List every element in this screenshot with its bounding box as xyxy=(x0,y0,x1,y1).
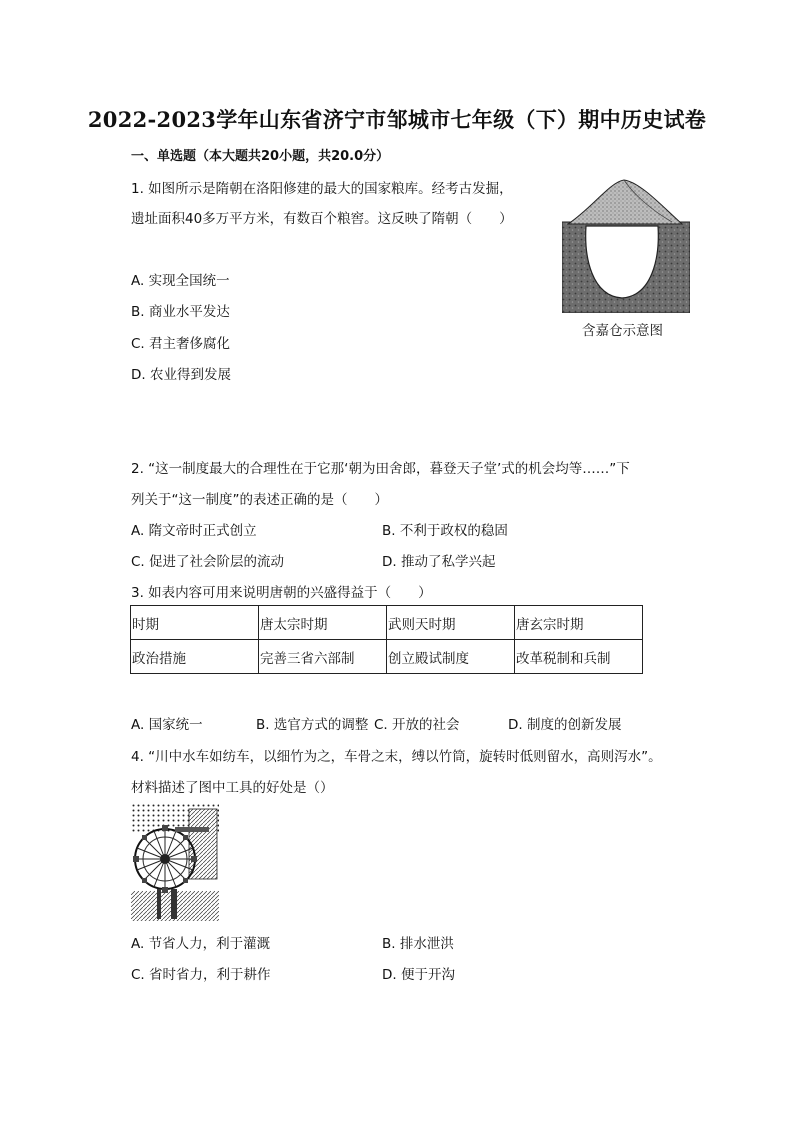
q1-figure-caption: 含嘉仓示意图 xyxy=(582,323,663,339)
table-cell: 创立殿试制度 xyxy=(387,640,515,674)
q1-stem-line2: 遗址面积40多万平方米，有数百个粮窖。这反映了隋朝（ ） xyxy=(131,211,513,227)
q4-stem-line2: 材料描述了图中工具的好处是（） xyxy=(131,780,334,796)
q4-option-c[interactable]: C. 省时省力，利于耕作 xyxy=(131,967,271,983)
q4-option-d[interactable]: D. 便于开沟 xyxy=(382,967,455,983)
q1-option-d[interactable]: D. 农业得到发展 xyxy=(131,367,231,383)
q2-option-a[interactable]: A. 隋文帝时正式创立 xyxy=(131,523,257,539)
table-row xyxy=(131,606,643,640)
section-heading: 一、单选题（本大题共20小题，共20.0分） xyxy=(131,149,390,164)
q3-stem: 3. 如表内容可用来说明唐朝的兴盛得益于（ ） xyxy=(131,585,432,601)
q1-option-b[interactable]: B. 商业水平发达 xyxy=(131,304,230,320)
q4-stem-line1: 4. “川中水车如纺车，以细竹为之，车骨之末，缚以竹筒，旋转时低则留水，高则泻水”。 xyxy=(131,749,662,765)
q2-option-c[interactable]: C. 促进了社会阶层的流动 xyxy=(131,554,285,570)
q4-option-a[interactable]: A. 节省人力，利于灌溉 xyxy=(131,936,271,952)
table-cell: 政治措施 xyxy=(131,640,259,674)
table-cell: 改革税制和兵制 xyxy=(515,640,643,674)
waterwheel-figure xyxy=(131,803,219,921)
q2-stem-line2: 列关于“这一制度”的表述正确的是（ ） xyxy=(131,492,388,508)
table-cell: 唐玄宗时期 xyxy=(515,606,643,640)
table-cell: 武则天时期 xyxy=(387,606,515,640)
table-cell: 时期 xyxy=(131,606,259,640)
q1-option-a[interactable]: A. 实现全国统一 xyxy=(131,273,230,289)
table-cell: 完善三省六部制 xyxy=(259,640,387,674)
q2-option-b[interactable]: B. 不利于政权的稳固 xyxy=(382,523,508,539)
q3-option-b[interactable]: B. 选官方式的调整 xyxy=(256,717,369,733)
q1-stem-line1: 1. 如图所示是隋朝在洛阳修建的最大的国家粮库。经考古发掘， xyxy=(131,181,513,197)
q3-table xyxy=(130,605,643,674)
table-cell: 唐太宗时期 xyxy=(259,606,387,640)
granary-figure xyxy=(562,178,690,313)
q3-option-d[interactable]: D. 制度的创新发展 xyxy=(508,717,622,733)
q4-option-b[interactable]: B. 排水泄洪 xyxy=(382,936,454,952)
q3-option-c[interactable]: C. 开放的社会 xyxy=(374,717,460,733)
q2-option-d[interactable]: D. 推动了私学兴起 xyxy=(382,554,496,570)
q3-option-a[interactable]: A. 国家统一 xyxy=(131,717,203,733)
q2-stem-line1: 2. “这一制度最大的合理性在于它那‘朝为田舍郎，暮登天子堂’式的机会均等……”下 xyxy=(131,461,630,477)
q1-option-c[interactable]: C. 君主奢侈腐化 xyxy=(131,336,231,352)
page-title: 2022-2023学年山东省济宁市邹城市七年级（下）期中历史试卷 xyxy=(87,107,707,132)
table-row xyxy=(131,640,643,674)
